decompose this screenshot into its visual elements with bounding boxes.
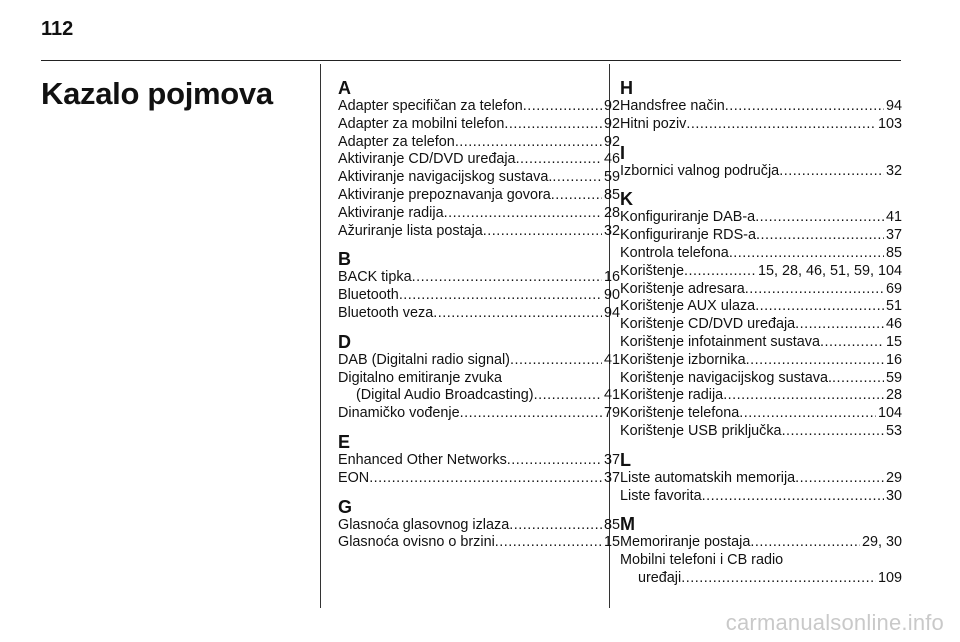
entry-term: BACK tipka: [338, 269, 412, 286]
dot-leader: [795, 470, 884, 488]
index-section-a: [338, 78, 620, 240]
index-section-l: [620, 450, 902, 506]
index-entry: [338, 134, 620, 152]
dot-leader: [455, 134, 602, 152]
entry-term: DAB (Digitalni radio signal): [338, 351, 510, 368]
entry-page-numbers: 41: [603, 351, 620, 368]
section-letter: K: [620, 189, 633, 210]
dot-leader: [483, 223, 602, 241]
entry-page-numbers: 15, 28, 46, 51, 59, 104: [757, 262, 902, 279]
entry-page-numbers: 59: [603, 169, 620, 186]
dot-leader: [460, 405, 602, 423]
index-entry: [338, 187, 620, 205]
section-letter: I: [620, 142, 626, 163]
index-entry: [338, 151, 620, 169]
index-entry: [620, 316, 902, 334]
entry-term: Korištenje telefona: [620, 405, 740, 422]
index-entry: [620, 570, 902, 588]
entry-term: Bluetooth veza: [338, 304, 434, 321]
index-entry: [338, 287, 620, 305]
index-entry-heading: Mobilni telefoni i CB radio: [620, 552, 784, 569]
entry-page-numbers: 92: [603, 133, 620, 150]
index-section-m: [620, 514, 902, 587]
index-entry: [620, 298, 902, 316]
entry-term: Korištenje CD/DVD uređaja: [620, 316, 796, 333]
index-entry: [620, 227, 902, 245]
dot-leader: [444, 205, 602, 223]
index-entry: [338, 205, 620, 223]
index-entry: [338, 352, 620, 370]
section-letter: A: [338, 78, 351, 98]
entry-page-numbers: 59: [885, 369, 902, 386]
dot-leader: [523, 98, 602, 116]
dot-leader: [681, 570, 876, 588]
entry-term: Konfiguriranje DAB-a: [620, 209, 756, 226]
entry-page-numbers: 79: [603, 405, 620, 422]
dot-leader: [495, 534, 602, 552]
index-entry: [620, 405, 902, 423]
entry-page-numbers: 32: [885, 162, 902, 179]
index-entry: [620, 263, 902, 281]
dot-leader: [795, 316, 884, 334]
dot-leader: [369, 470, 602, 488]
index-entry: [338, 387, 620, 405]
index-entry: [338, 517, 620, 535]
entry-term: Korištenje AUX ulaza: [620, 298, 756, 315]
dot-leader: [684, 263, 756, 281]
watermark: carmanualsonline.info: [725, 610, 944, 635]
entry-term: Korištenje USB priključka: [620, 422, 782, 439]
entry-page-numbers: 109: [877, 569, 902, 586]
entry-page-numbers: 92: [603, 98, 620, 114]
entry-term: Adapter za telefon: [338, 133, 455, 150]
entry-term: Korištenje infotainment sustava: [620, 333, 820, 350]
index-entry: [620, 352, 902, 370]
entry-page-numbers: 16: [603, 269, 620, 286]
entry-term: Memoriranje postaja: [620, 534, 751, 551]
dot-leader: [504, 116, 602, 134]
index-entry: [620, 488, 902, 506]
entry-term: Liste automatskih memorija: [620, 469, 796, 486]
dot-leader: [510, 352, 602, 370]
entry-term: Glasnoća ovisno o brzini: [338, 534, 495, 551]
dot-leader: [702, 488, 884, 506]
entry-page-numbers: 104: [877, 405, 902, 422]
dot-leader: [433, 305, 602, 323]
dot-leader: [552, 169, 602, 187]
entry-term: Izbornici valnog područja: [620, 162, 780, 179]
index-entry: [338, 223, 620, 241]
dot-leader: [779, 163, 884, 181]
entry-term: Korištenje radija: [620, 387, 724, 404]
entry-page-numbers: 15: [603, 534, 620, 551]
index-entry: [620, 163, 902, 181]
section-letter: B: [338, 249, 351, 270]
entry-page-numbers: 92: [603, 115, 620, 132]
dot-leader: [755, 209, 884, 227]
dot-leader: [755, 298, 884, 316]
page-number: 112: [41, 18, 74, 40]
entry-term: Adapter za mobilni telefon: [338, 115, 505, 132]
index-entry: [338, 470, 620, 488]
index-entry: [620, 370, 902, 388]
section-letter: M: [620, 514, 635, 535]
entry-term: (Digital Audio Broadcasting): [356, 387, 534, 404]
entry-page-numbers: 90: [603, 287, 620, 304]
entry-term: EON: [338, 469, 370, 486]
dot-leader: [729, 245, 884, 263]
dot-leader: [399, 287, 602, 305]
section-letter: H: [620, 78, 633, 98]
entry-term: uređaji: [638, 569, 682, 586]
entry-page-numbers: 41: [603, 387, 620, 404]
entry-term: Aktiviranje prepoznavanja govora: [338, 186, 551, 203]
entry-term: Bluetooth: [338, 287, 399, 304]
dot-leader: [686, 116, 876, 134]
index-section-i: [620, 143, 902, 181]
index-entry: [338, 405, 620, 423]
index-entry: [338, 269, 620, 287]
dot-leader: [750, 534, 860, 552]
section-letter: E: [338, 431, 351, 452]
dot-leader: [507, 452, 602, 470]
entry-page-numbers: 85: [603, 186, 620, 203]
entry-page-numbers: 28: [603, 204, 620, 221]
header-rule: [41, 60, 901, 61]
entry-page-numbers: 51: [885, 298, 902, 315]
entry-page-numbers: 103: [877, 115, 902, 132]
dot-leader: [723, 387, 884, 405]
index-section-e: [338, 432, 620, 488]
entry-term: Konfiguriranje RDS-a: [620, 227, 756, 244]
entry-page-numbers: 16: [885, 351, 902, 368]
entry-term: Dinamičko vođenje: [338, 405, 460, 422]
entry-page-numbers: 46: [603, 151, 620, 168]
index-column-right: [620, 78, 902, 588]
dot-leader: [756, 227, 884, 245]
index-entry: [620, 281, 902, 299]
entry-term: Liste favorita: [620, 487, 702, 504]
entry-term: Handsfree način: [620, 98, 725, 114]
index-entry-heading: Digitalno emitiranje zvuka: [338, 369, 502, 386]
index-entry: [338, 98, 620, 116]
entry-page-numbers: 15: [885, 333, 902, 350]
index-section-h: [620, 78, 902, 134]
entry-page-numbers: 41: [885, 209, 902, 226]
dot-leader: [739, 405, 876, 423]
dot-leader: [534, 387, 602, 405]
entry-term: Adapter specifičan za telefon: [338, 98, 523, 114]
index-section-g: [338, 497, 620, 553]
index-column-left: [338, 78, 620, 552]
entry-page-numbers: 46: [885, 316, 902, 333]
entry-page-numbers: 94: [603, 304, 620, 321]
index-entry: [620, 423, 902, 441]
dot-leader: [746, 352, 884, 370]
dot-leader: [725, 98, 884, 116]
entry-term: Kontrola telefona: [620, 244, 729, 261]
entry-term: Korištenje izbornika: [620, 351, 746, 368]
index-entry: [620, 98, 902, 116]
index-entry: [620, 334, 902, 352]
entry-term: Glasnoća glasovnog izlaza: [338, 516, 510, 533]
index-entry: [620, 245, 902, 263]
entry-page-numbers: 29: [885, 469, 902, 486]
index-entry: [338, 452, 620, 470]
entry-term: Enhanced Other Networks: [338, 451, 507, 468]
index-entry: [338, 169, 620, 187]
entry-page-numbers: 37: [603, 451, 620, 468]
entry-page-numbers: 37: [603, 469, 620, 486]
index-entry: [620, 116, 902, 134]
index-section-b: [338, 249, 620, 322]
entry-page-numbers: 37: [885, 227, 902, 244]
entry-page-numbers: 85: [603, 516, 620, 533]
entry-term: Hitni poziv: [620, 115, 687, 132]
index-entry: [338, 305, 620, 323]
entry-page-numbers: 85: [885, 244, 902, 261]
dot-leader: [745, 281, 884, 299]
index-entry: [338, 534, 620, 552]
dot-leader: [509, 517, 602, 535]
entry-page-numbers: 32: [603, 222, 620, 239]
section-letter: G: [338, 496, 353, 517]
entry-page-numbers: 69: [885, 280, 902, 297]
section-letter: L: [620, 449, 631, 470]
entry-term: Aktiviranje CD/DVD uređaja: [338, 151, 516, 168]
index-title: Kazalo pojmova: [41, 76, 273, 111]
entry-term: Ažuriranje lista postaja: [338, 222, 483, 239]
dot-leader: [782, 423, 884, 441]
entry-term: Aktiviranje radija: [338, 204, 444, 221]
index-entry: [338, 116, 620, 134]
entry-term: Korištenje navigacijskog sustava.: [620, 369, 832, 386]
section-letter: D: [338, 331, 351, 352]
entry-page-numbers: 30: [885, 487, 902, 504]
entry-page-numbers: 28: [885, 387, 902, 404]
dot-leader: [820, 334, 884, 352]
entry-page-numbers: 53: [885, 422, 902, 439]
index-entry: [620, 209, 902, 227]
index-section-k: [620, 189, 902, 440]
entry-page-numbers: 29, 30: [861, 534, 902, 551]
dot-leader: [516, 151, 602, 169]
entry-term: Korištenje adresara: [620, 280, 745, 297]
entry-term: Korištenje: [620, 262, 684, 279]
entry-page-numbers: 94: [885, 98, 902, 114]
index-section-d: [338, 332, 620, 423]
dot-leader: [832, 370, 884, 388]
column-divider-left: [320, 64, 321, 608]
dot-leader: [551, 187, 602, 205]
index-entry: [620, 387, 902, 405]
index-entry: [620, 534, 902, 552]
dot-leader: [412, 269, 602, 287]
index-entry: [620, 470, 902, 488]
entry-term: Aktiviranje navigacijskog sustava.: [338, 169, 553, 186]
